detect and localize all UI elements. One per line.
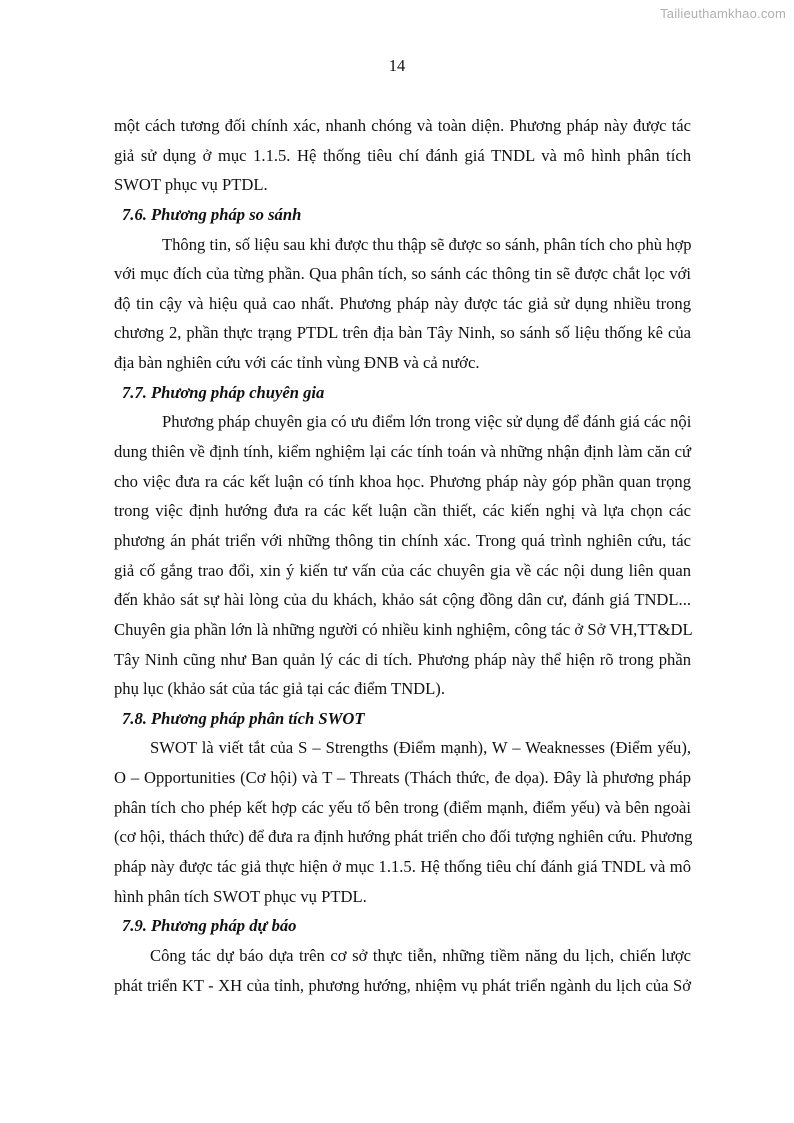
heading-text: 7.9. Phương pháp dự báo <box>122 916 297 936</box>
page-number: 14 <box>388 56 406 75</box>
text-line: giả sử dụng ở mục 1.1.5. Hệ thống tiêu chí đánh giá TNDL và mô hình phân tích <box>114 145 691 165</box>
text-line: địa bàn nghiên cứu với các tỉnh vùng ĐNB và cả nước. <box>114 353 480 373</box>
section-heading <box>114 911 691 941</box>
paragraph <box>114 230 691 378</box>
text-line: (cơ hội, thách thức) để đưa ra định hướng phát triển cho đối tượng nghiên cứu. Phương <box>114 827 693 847</box>
text-line: phát triển KT - XH của tỉnh, phương hướng, nhiệm vụ phát triển ngành du lịch của Sở <box>114 975 691 995</box>
text-line: Công tác dự báo dựa trên cơ sở thực tiễn, những tiềm năng du lịch, chiến lược <box>150 945 691 965</box>
text-line: Tây Ninh cũng như Ban quản lý các di tích. Phương pháp này thể hiện rõ trong phần <box>114 649 691 669</box>
text-line: phương án phát triển với những thông tin chính xác. Trong quá trình nghiên cứu, tác <box>114 530 691 550</box>
heading-text: 7.6. Phương pháp so sánh <box>122 204 302 224</box>
text-line: SWOT là viết tắt của S – Strengths (Điểm mạnh), W – Weaknesses (Điểm yếu), <box>150 738 691 758</box>
text-line: dung thiên về định tính, kiểm nghiệm lại các tính toán và những nhận định làm căn cứ <box>114 442 691 462</box>
text-line: pháp này được tác giả thực hiện ở mục 1.1.5. Hệ thống tiêu chí đánh giá TNDL và mô <box>114 857 691 877</box>
text-line: cho việc đưa ra các kết luận có tính khoa học. Phương pháp này góp phần quan trọng <box>114 471 691 491</box>
text-line: Thông tin, số liệu sau khi được thu thập sẽ được so sánh, phân tích cho phù hợp <box>162 234 692 254</box>
text-line: chương 2, phần thực trạng PTDL trên địa bàn Tây Ninh, so sánh số liệu thống kê của <box>114 323 691 343</box>
paragraph <box>114 941 691 1000</box>
text-line: Chuyên gia phần lớn là những người có nhiều kinh nghiệm, công tác ở Sở VH,TT&DL <box>114 619 693 639</box>
text-line: với mục đích của từng phần. Qua phân tích, so sánh các thông tin sẽ được chắt lọc với <box>114 264 691 284</box>
text-line: hình phân tích SWOT phục vụ PTDL. <box>114 886 367 906</box>
text-line: độ tin cậy và hiệu quả cao nhất. Phương pháp này được tác giả sử dụng nhiều trong <box>114 293 691 313</box>
section-heading <box>114 378 691 408</box>
paragraph <box>114 407 691 703</box>
text-line: đến khảo sát sự hài lòng của du khách, khảo sát cộng đồng dân cư, đánh giá TNDL... <box>114 590 691 610</box>
document-body <box>114 111 691 1000</box>
text-line: giả cố gắng trao đổi, xin ý kiến tư vấn của các chuyên gia về các nội dung liên quan <box>114 560 691 580</box>
paragraph <box>114 733 691 911</box>
heading-text: 7.7. Phương pháp chuyên gia <box>122 382 325 402</box>
text-line: SWOT phục vụ PTDL. <box>114 175 268 195</box>
section-heading <box>114 200 691 230</box>
text-line: Phương pháp chuyên gia có ưu điểm lớn trong việc sử dụng để đánh giá các nội <box>162 412 692 432</box>
watermark: Tailieuthamkhao.com <box>660 6 786 21</box>
text-line: phụ lục (khảo sát của tác giả tại các điểm TNDL). <box>114 679 445 699</box>
paragraph <box>114 111 691 200</box>
text-line: O – Opportunities (Cơ hội) và T – Threats (Thách thức, đe dọa). Đây là phương pháp <box>114 768 691 788</box>
heading-text: 7.8. Phương pháp phân tích SWOT <box>122 708 365 728</box>
text-line: một cách tương đối chính xác, nhanh chóng và toàn diện. Phương pháp này được tác <box>114 116 691 135</box>
text-line: trong việc định hướng đưa ra các kết luận cần thiết, các kiến nghị và lựa chọn các <box>114 501 691 521</box>
text-line: phân tích cho phép kết hợp các yếu tố bên trong (điểm mạnh, điểm yếu) và bên ngoài <box>114 797 691 817</box>
section-heading <box>114 704 691 734</box>
